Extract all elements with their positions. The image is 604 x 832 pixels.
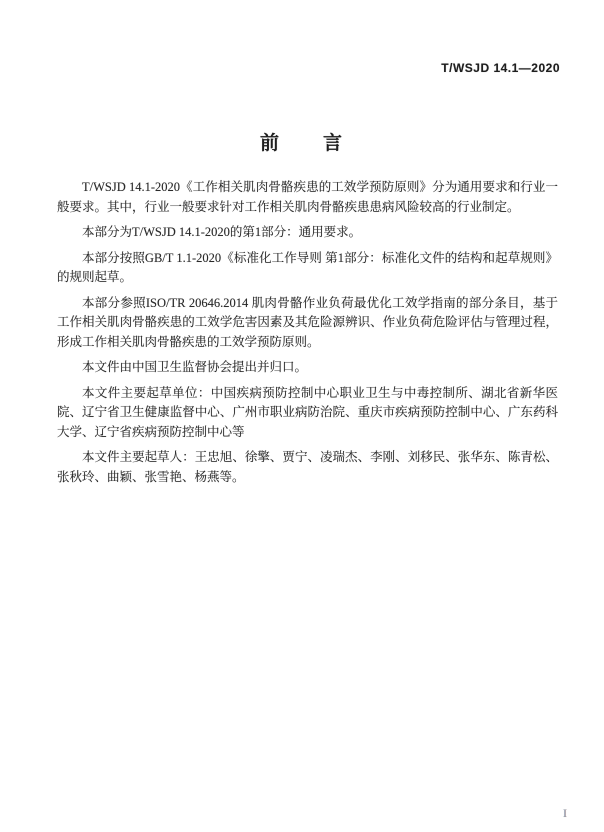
page-title: 前 言	[259, 133, 344, 154]
paragraph-part-declaration: 本部分为T/WSJD 14.1-2020的第1部分：通用要求。	[82, 225, 362, 239]
page-number: I	[563, 806, 567, 820]
paragraph-drafters: 本文件主要起草人：王忠旭、徐擎、贾宁、凌瑞杰、李刚、刘移民、张华东、陈青松、张秋玲、曲颖、张雪艳、杨燕等。	[57, 450, 558, 484]
standard-number: T/WSJD 14.1—2020	[441, 61, 560, 75]
foreword-body	[57, 178, 558, 493]
paragraph-drafting-organizations: 本文件主要起草单位：中国疾病预防控制中心职业卫生与中毒控制所、湖北省新华医院、辽宁省卫生健康监督中心、广州市职业病防治院、重庆市疾病预防控制中心、广东药科大学、辽宁省疾病预防控制中心等	[57, 385, 558, 439]
paragraph-iso-reference: 本部分参照ISO/TR 20646.2014 肌肉骨骼作业负荷最优化工效学指南的部分条目，基于工作相关肌肉骨骼疾患的工效学危害因素及其危险源辨识、作业负荷危险评估与管理过程，形成工作相关肌肉骨骼疾患的工效学预防原则。	[57, 295, 558, 349]
paragraph-proposed-by: 本文件由中国卫生监督协会提出并归口。	[82, 360, 308, 374]
paragraph-scope-division: T/WSJD 14.1-2020《工作相关肌肉骨骼疾患的工效学预防原则》分为通用要求和行业一般要求。其中，行业一般要求针对工作相关肌肉骨骼疾患患病风险较高的行业制定。	[57, 180, 558, 214]
paragraph-drafting-rules: 本部分按照GB/T 1.1-2020《标准化工作导则 第1部分：标准化文件的结构和起草规则》的规则起草。	[57, 250, 558, 284]
